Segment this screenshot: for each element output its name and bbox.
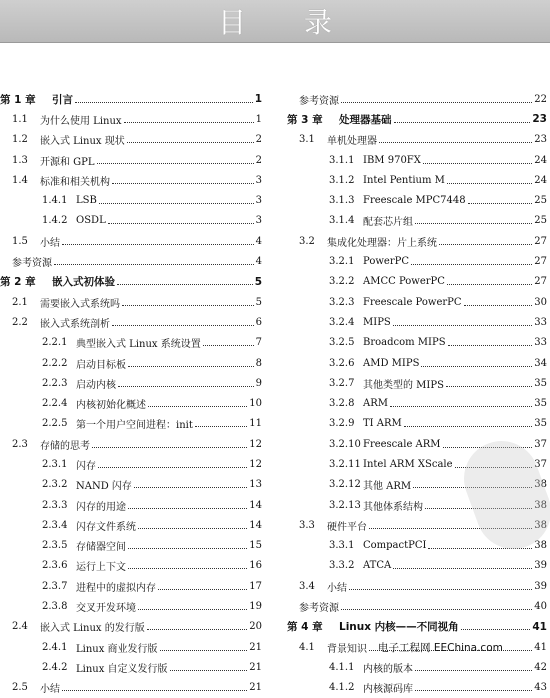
dot-leader xyxy=(128,548,247,549)
toc-entry-page: 37 xyxy=(534,458,547,470)
toc-entry-number: 4.1.1 xyxy=(329,661,355,673)
toc-entry-number: 3.4 xyxy=(299,580,315,592)
toc-entry[interactable] xyxy=(0,414,262,434)
toc-entry-page: 16 xyxy=(249,560,262,572)
dot-leader xyxy=(423,163,532,164)
toc-entry-page: 23 xyxy=(534,134,547,146)
toc-entry-number: 3.2.8 xyxy=(329,398,355,410)
toc-entry-number: 2.3.7 xyxy=(42,580,68,592)
toc-entry-page: 33 xyxy=(534,316,547,328)
toc-entry[interactable] xyxy=(0,190,262,210)
dot-leader xyxy=(122,305,254,306)
toc-entry-page: 14 xyxy=(249,499,262,511)
toc-entry-label: 嵌入式 Linux 的发行版 xyxy=(40,623,145,635)
toc-entry-number: 4.1 xyxy=(299,641,315,653)
toc-entry-label: 运行上下文 xyxy=(76,562,126,574)
toc-entry-number: 2.2.1 xyxy=(42,337,68,349)
toc-entry-label: 嵌入式初体验 xyxy=(52,276,115,289)
toc-entry-label: 小结 xyxy=(40,684,60,696)
toc-entry-number: 3.3.2 xyxy=(329,560,355,572)
toc-entry-label: 闪存的用途 xyxy=(76,501,126,513)
toc-entry-label: 启动内核 xyxy=(76,379,116,391)
toc-entry-page: 38 xyxy=(534,540,547,552)
toc-entry[interactable] xyxy=(0,393,262,413)
toc-entry-number: 3.1.2 xyxy=(329,174,355,186)
dot-leader xyxy=(127,142,254,143)
toc-entry-label: 参考资源 xyxy=(299,603,339,615)
dot-leader xyxy=(415,670,532,671)
toc-entry-label: 内核初始化概述 xyxy=(76,400,146,412)
toc-entry-label: AMCC PowerPC xyxy=(363,276,445,288)
toc-entry-label: 参考资源 xyxy=(12,258,52,270)
dot-leader xyxy=(124,122,254,123)
toc-entry-number: 2.3.2 xyxy=(42,479,68,491)
toc-entry[interactable] xyxy=(0,292,262,312)
toc-entry-page: 7 xyxy=(255,337,262,349)
toc-entry[interactable] xyxy=(0,333,262,353)
dot-leader xyxy=(147,629,248,630)
toc-entry-page: 8 xyxy=(255,357,262,369)
toc-entry-label: 需要嵌入式系统吗 xyxy=(40,298,120,310)
toc-entry-number: 2.3.1 xyxy=(42,458,68,470)
toc-entry-page: 12 xyxy=(249,438,262,450)
toc-entry-page: 41 xyxy=(532,620,547,633)
toc-entry-label: 其他类型的 MIPS xyxy=(363,379,444,391)
dot-leader xyxy=(415,690,532,691)
toc-entry-page: 19 xyxy=(249,601,262,613)
toc-entry-number: 2.2.2 xyxy=(42,357,68,369)
toc-entry-page: 20 xyxy=(249,621,262,633)
toc-entry-page: 37 xyxy=(534,438,547,450)
toc-entry-label: Linux 内核——不同视角 xyxy=(339,621,459,634)
toc-entry-label: 单机处理器 xyxy=(327,136,377,148)
toc-entry-label: Freescale PowerPC xyxy=(363,296,462,308)
header-banner xyxy=(0,0,550,43)
toc-entry-label: 为什么使用 Linux xyxy=(40,115,122,127)
toc-entry-number: 第 1 章 xyxy=(0,93,36,106)
toc-entry-page: 22 xyxy=(534,93,547,105)
toc-entry-page: 40 xyxy=(534,601,547,613)
toc-entry-label: 启动目标板 xyxy=(76,359,126,371)
toc-entry-label: 第一个用户空间进程：init xyxy=(76,420,193,432)
dot-leader xyxy=(394,122,531,123)
dot-leader xyxy=(160,650,248,651)
toc-entry[interactable] xyxy=(287,414,547,434)
toc-entry[interactable] xyxy=(287,170,547,190)
dot-leader xyxy=(393,325,532,326)
toc-entry-number: 第 4 章 xyxy=(287,621,323,634)
toc-entry-page: 2 xyxy=(255,154,262,166)
toc-entry-label: 集成化处理器：片上系统 xyxy=(327,237,437,249)
toc-entry-label: 小结 xyxy=(40,237,60,249)
toc-entry-label: Intel Pentium M xyxy=(363,174,445,186)
toc-entry-page: 39 xyxy=(534,580,547,592)
toc-entry-number: 3.2.12 xyxy=(329,479,361,491)
toc-entry[interactable] xyxy=(287,596,547,616)
toc-entry-number: 2.5 xyxy=(12,682,28,694)
toc-entry[interactable] xyxy=(0,373,262,393)
toc-entry-page: 13 xyxy=(249,479,262,491)
toc-entry-page: 3 xyxy=(255,174,262,186)
dot-leader xyxy=(195,426,247,427)
toc-entry-page: 39 xyxy=(534,560,547,572)
toc-entry-number: 2.4 xyxy=(12,621,28,633)
toc-entry-label: 进程中的虚拟内存 xyxy=(76,582,156,594)
toc-entry[interactable] xyxy=(0,454,262,474)
toc-entry-number: 1.3 xyxy=(12,154,28,166)
toc-entry[interactable] xyxy=(0,678,262,698)
toc-chapter-entry[interactable] xyxy=(0,272,262,292)
toc-entry-page: 27 xyxy=(534,235,547,247)
dot-leader xyxy=(421,366,532,367)
toc-entry-page: 14 xyxy=(249,519,262,531)
dot-leader xyxy=(98,467,247,468)
dot-leader xyxy=(138,528,247,529)
dot-leader xyxy=(92,447,247,448)
toc-entry-label: 背景知识 xyxy=(327,643,367,655)
toc-entry-number: 3.1.3 xyxy=(329,195,355,207)
toc-entry-label: PowerPC xyxy=(363,256,409,268)
toc-entry-page: 38 xyxy=(534,519,547,531)
toc-entry-number: 3.2.4 xyxy=(329,316,355,328)
toc-entry-number: 2.3.5 xyxy=(42,540,68,552)
toc-entry-page: 34 xyxy=(534,357,547,369)
dot-leader xyxy=(75,102,253,103)
toc-entry[interactable] xyxy=(0,353,262,373)
toc-entry-page: 5 xyxy=(254,275,262,288)
toc-entry[interactable] xyxy=(0,170,262,190)
toc-left-column xyxy=(0,89,262,698)
toc-entry-label: Intel ARM XScale xyxy=(363,458,453,470)
toc-entry-label: 存储的思考 xyxy=(40,440,90,452)
toc-entry-label: 开源和 GPL xyxy=(40,156,95,168)
dot-leader xyxy=(62,690,247,691)
toc-entry-label: 其他 ARM xyxy=(363,481,412,493)
toc-entry-label: 参考资源 xyxy=(299,95,339,107)
toc-entry-page: 1 xyxy=(254,93,262,106)
toc-entry-number: 3.2.2 xyxy=(329,276,355,288)
dot-leader xyxy=(439,244,532,245)
toc-entry-number: 2.3.6 xyxy=(42,560,68,572)
toc-entry-page: 21 xyxy=(249,661,262,673)
toc-entry-number: 2.4.2 xyxy=(42,661,68,673)
toc-entry-page: 42 xyxy=(534,661,547,673)
toc-entry-label: ATCA xyxy=(363,560,392,572)
toc-entry-number: 2.3 xyxy=(12,438,28,450)
toc-entry-number: 3.2.11 xyxy=(329,458,361,470)
toc-entry-page: 35 xyxy=(534,398,547,410)
toc-entry-label: 标准和相关机构 xyxy=(40,176,110,188)
toc-entry[interactable] xyxy=(287,678,547,698)
toc-entry[interactable] xyxy=(0,637,262,657)
toc-entry-number: 2.1 xyxy=(12,296,28,308)
dot-leader xyxy=(128,568,247,569)
toc-entry-number: 3.2.9 xyxy=(329,418,355,430)
toc-entry-number: 3.2.7 xyxy=(329,377,355,389)
dot-leader xyxy=(117,284,253,285)
dot-leader xyxy=(158,589,247,590)
dot-leader xyxy=(54,264,254,265)
dot-leader xyxy=(468,203,533,204)
toc-entry-label: TI ARM xyxy=(363,418,402,430)
toc-entry-label: 闪存文件系统 xyxy=(76,521,136,533)
toc-entry-label: 交叉开发环境 xyxy=(76,603,136,615)
toc-entry-number: 2.3.4 xyxy=(42,519,68,531)
toc-entry[interactable] xyxy=(0,231,262,251)
toc-entry-page: 2 xyxy=(255,134,262,146)
toc-entry[interactable] xyxy=(0,434,262,454)
toc-entry-number: 1.2 xyxy=(12,134,28,146)
toc-entry-page: 21 xyxy=(249,641,262,653)
toc-entry-number: 第 3 章 xyxy=(287,113,323,126)
toc-entry-page: 27 xyxy=(534,256,547,268)
toc-entry[interactable] xyxy=(0,596,262,616)
toc-entry-page: 27 xyxy=(534,276,547,288)
dot-leader xyxy=(390,406,532,407)
toc-entry-label: 硬件平台 xyxy=(327,521,367,533)
dot-leader xyxy=(411,264,532,265)
toc-entry[interactable] xyxy=(0,475,262,495)
toc-entry-page: 43 xyxy=(534,682,547,694)
toc-entry-page: 21 xyxy=(249,682,262,694)
toc-entry-number: 3.2.10 xyxy=(329,438,361,450)
toc-right-column xyxy=(287,89,547,698)
toc-entry[interactable] xyxy=(287,576,547,596)
dot-leader xyxy=(404,426,532,427)
toc-entry-label: MIPS xyxy=(363,316,391,328)
toc-entry-number: 2.3.3 xyxy=(42,499,68,511)
toc-entry-number: 3.3 xyxy=(299,519,315,531)
toc-entry-label: Linux 自定义发行版 xyxy=(76,663,168,675)
toc-entry-label: 存储器空间 xyxy=(76,542,126,554)
dot-leader xyxy=(393,568,532,569)
toc-entry-page: 33 xyxy=(534,337,547,349)
dot-leader xyxy=(341,609,532,610)
toc-entry-page: 17 xyxy=(249,580,262,592)
toc-entry-page: 35 xyxy=(534,418,547,430)
toc-entry-label: 处理器基础 xyxy=(339,113,392,126)
toc-entry[interactable] xyxy=(287,89,547,109)
toc-entry-page: 10 xyxy=(249,398,262,410)
toc-entry-page: 3 xyxy=(255,215,262,227)
toc-entry-number: 3.2.6 xyxy=(329,357,355,369)
dot-leader xyxy=(341,102,532,103)
dot-leader xyxy=(62,244,254,245)
toc-entry[interactable] xyxy=(287,150,547,170)
toc-entry-label: 其他体系结构 xyxy=(363,501,423,513)
toc-entry-number: 3.2.1 xyxy=(329,256,355,268)
toc-entry[interactable] xyxy=(0,211,262,231)
toc-entry[interactable] xyxy=(0,657,262,677)
toc-entry-label: CompactPCI xyxy=(363,540,427,552)
toc-entry[interactable] xyxy=(287,312,547,332)
dot-leader xyxy=(112,325,254,326)
toc-entry-number: 3.1.1 xyxy=(329,154,355,166)
toc-entry-number: 1.4.2 xyxy=(42,215,68,227)
toc-entry[interactable] xyxy=(0,130,262,150)
toc-entry[interactable] xyxy=(287,333,547,353)
dot-leader xyxy=(447,284,532,285)
toc-entry-number: 2.2 xyxy=(12,316,28,328)
toc-entry-page: 4 xyxy=(255,256,262,268)
dot-leader xyxy=(464,305,533,306)
toc-entry-label: OSDL xyxy=(76,215,106,227)
toc-entry[interactable] xyxy=(287,556,547,576)
dot-leader xyxy=(138,609,247,610)
toc-entry-number: 3.3.1 xyxy=(329,540,355,552)
toc-chapter-entry[interactable] xyxy=(287,617,547,637)
dot-leader xyxy=(415,223,532,224)
toc-entry-page: 38 xyxy=(534,499,547,511)
toc-entry-label: NAND 闪存 xyxy=(76,481,132,493)
toc-entry-page: 15 xyxy=(249,540,262,552)
toc-entry-page: 24 xyxy=(534,154,547,166)
toc-entry-number: 1.4 xyxy=(12,174,28,186)
toc-chapter-entry[interactable] xyxy=(0,89,262,109)
toc-entry-label: 内核源码库 xyxy=(363,684,413,696)
dot-leader xyxy=(349,589,532,590)
toc-entry-page: 4 xyxy=(255,235,262,247)
toc-entry[interactable] xyxy=(287,190,547,210)
toc-entry-number: 2.2.5 xyxy=(42,418,68,430)
toc-entry-number: 3.1 xyxy=(299,134,315,146)
dot-leader xyxy=(128,508,247,509)
dot-leader xyxy=(461,629,531,630)
dot-leader xyxy=(134,487,247,488)
toc-entry-number: 1.5 xyxy=(12,235,28,247)
toc-entry-label: 嵌入式 Linux 现状 xyxy=(40,136,125,148)
toc-entry[interactable] xyxy=(287,292,547,312)
toc-entry-number: 3.2.13 xyxy=(329,499,361,511)
footer-watermark-text: 电子工程网 EEChina.com xyxy=(378,642,503,654)
toc-entry-page: 25 xyxy=(534,195,547,207)
toc-entry[interactable] xyxy=(287,211,547,231)
toc-entry-label: 引言 xyxy=(52,93,73,106)
toc-entry-number: 2.4.1 xyxy=(42,641,68,653)
toc-entry-number: 3.2 xyxy=(299,235,315,247)
toc-entry[interactable] xyxy=(0,150,262,170)
toc-entry[interactable] xyxy=(0,515,262,535)
toc-entry[interactable] xyxy=(287,373,547,393)
toc-entry-label: AMD MIPS xyxy=(363,357,420,369)
toc-entry-label: ARM xyxy=(363,398,388,410)
toc-entry-page: 11 xyxy=(249,418,262,430)
toc-entry-page: 9 xyxy=(255,377,262,389)
toc-entry[interactable] xyxy=(0,495,262,515)
toc-entry[interactable] xyxy=(0,312,262,332)
toc-entry-number: 第 2 章 xyxy=(0,276,36,289)
toc-entry-label: 配套芯片组 xyxy=(363,217,413,229)
toc-entry-number: 2.3.8 xyxy=(42,601,68,613)
toc-entry-page: 3 xyxy=(255,195,262,207)
toc-entry-number: 3.1.4 xyxy=(329,215,355,227)
dot-leader xyxy=(128,366,254,367)
toc-entry-page: 1 xyxy=(255,113,262,125)
dot-leader xyxy=(448,345,533,346)
dot-leader xyxy=(118,386,254,387)
dot-leader xyxy=(97,163,254,164)
toc-entry-label: Linux 商业发行版 xyxy=(76,643,158,655)
toc-entry-label: 小结 xyxy=(327,582,347,594)
toc-entry-label: 典型嵌入式 Linux 系统设置 xyxy=(76,339,201,351)
dot-leader xyxy=(99,203,254,204)
toc-entry-label: Freescale ARM xyxy=(363,438,441,450)
dot-leader xyxy=(379,142,532,143)
toc-entry-number: 1.4.1 xyxy=(42,195,68,207)
toc-entry-label: LSB xyxy=(76,195,97,207)
dot-leader xyxy=(148,406,247,407)
toc-entry[interactable] xyxy=(0,617,262,637)
dot-leader xyxy=(170,670,248,671)
toc-entry[interactable] xyxy=(0,556,262,576)
toc-entry-page: 24 xyxy=(534,174,547,186)
toc-entry-page: 6 xyxy=(255,316,262,328)
toc-entry-number: 4.1.2 xyxy=(329,682,355,694)
toc-entry-number: 3.2.3 xyxy=(329,296,355,308)
toc-entry-page: 23 xyxy=(532,113,547,126)
toc-entry[interactable] xyxy=(287,231,547,251)
toc-entry[interactable] xyxy=(287,130,547,150)
toc-entry[interactable] xyxy=(287,393,547,413)
toc-entry-page: 38 xyxy=(534,479,547,491)
toc-entry-page: 12 xyxy=(249,458,262,470)
dot-leader xyxy=(203,345,254,346)
toc-entry-label: 嵌入式系统剖析 xyxy=(40,318,110,330)
toc-entry[interactable] xyxy=(0,576,262,596)
toc-entry[interactable] xyxy=(0,109,262,129)
page-title: 目录 xyxy=(217,6,390,39)
toc-entry-number: 1.1 xyxy=(12,113,28,125)
toc-entry-label: Freescale MPC7448 xyxy=(363,195,466,207)
toc-entry-number: 2.2.4 xyxy=(42,398,68,410)
toc-entry-page: 5 xyxy=(255,296,262,308)
toc-entry-page: 30 xyxy=(534,296,547,308)
toc-entry-label: 闪存 xyxy=(76,460,96,472)
toc-entry-page: 25 xyxy=(534,215,547,227)
toc-entry[interactable] xyxy=(0,536,262,556)
toc-entry-number: 3.2.5 xyxy=(329,337,355,349)
toc-entry[interactable] xyxy=(287,251,547,271)
dot-leader xyxy=(112,183,254,184)
dot-leader xyxy=(108,223,254,224)
dot-leader xyxy=(447,183,532,184)
toc-entry-label: IBM 970FX xyxy=(363,154,421,166)
dot-leader xyxy=(446,386,532,387)
toc-entry-label: 内核的版本 xyxy=(363,663,413,675)
toc-entry-page: 41 xyxy=(534,641,547,653)
toc-entry[interactable] xyxy=(0,251,262,271)
toc-entry[interactable] xyxy=(287,657,547,677)
toc-entry[interactable] xyxy=(287,272,547,292)
toc-entry-number: 2.2.3 xyxy=(42,377,68,389)
toc-entry-label: Broadcom MIPS xyxy=(363,337,446,349)
toc-entry-page: 35 xyxy=(534,377,547,389)
toc-chapter-entry[interactable] xyxy=(287,109,547,129)
toc-entry[interactable] xyxy=(287,353,547,373)
